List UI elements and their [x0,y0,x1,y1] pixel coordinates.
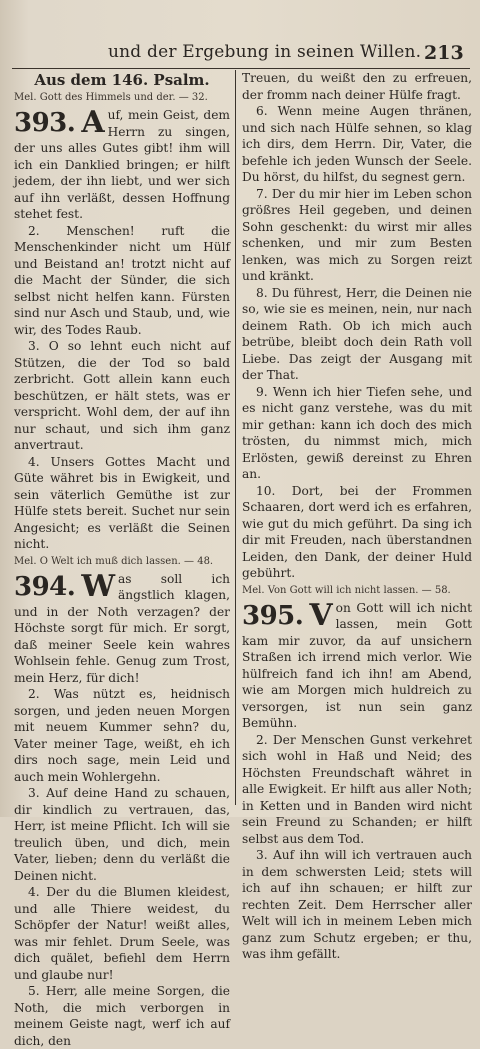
verse: 3. Auf deine Hand zu schauen, dir kindlich zu vertrauen, das, Herr, ist meine Pflicht. Ich will sie treulich üben, und dich, mein Vater, lieben; denn du verläßt die Deinen nicht. [14,785,230,884]
verse: 4. Der du die Blumen kleidest, und alle Thiere weidest, du Schöpfer der Natur! weißt alles, was mir fehlet. Drum Seele, was dich quälet, befiehl dem Herrn und glaube nur! [14,884,230,983]
verse: as soll ich ängstlich klagen, und in der Noth verzagen? der Höchste sorgt für mich. Er sorgt, daß meiner Seele kein wahres Wohlsein fehle. Genug zum Trost, mein Herz, für dich! [14,571,230,687]
verse: 3. Auf ihn will ich vertrauen auch in dem schwersten Leid; stets will ich auf ihn schauen; er hilft zur rechten Zeit. Dem Herrscher aller Welt will ich in meinem Leben mich ganz zum Schutz ergeben; er thu, was ihm gefällt. [242,847,472,963]
verse: 2. Was nützt es, heidnisch sorgen, und jeden neuen Morgen mit neuem Kummer sehn? du, Vater meiner Tage, weißt, eh ich dirs noch sage, mein Leid und auch mein Wohlergehn. [14,686,230,785]
verse: 9. Wenn ich hier Tiefen sehe, und es nicht ganz verstehe, was du mit mir gethan: kann ich doch des mich trösten, du nimmst mich, mich Erlösten, gewiß dereinst zu Ehren an. [242,384,472,483]
right-column [242,70,472,810]
melody-line-393: Mel. Gott des Himmels und der. — 32. [14,91,230,105]
verse: 2. Menschen! ruft die Menschenkinder nicht um Hülf und Beistand an! trotzt nicht auf die Macht der Sünder, die sich selbst nicht helfen kann. Fürsten sind nur Asch und Staub, und, wie wir, des Todes Raub. [14,223,230,339]
page-header [0,42,480,68]
verse: Treuen, du weißt den zu erfreuen, der fromm nach deiner Hülfe fragt. [242,70,472,103]
verse: 10. Dort, bei der Frommen Schaaren, dort werd ich es erfahren, wie gut du mich geführt. Da sing ich dir mit Freuden, nach überstandnen Leiden, den Dank, der deiner Huld gebührt. [242,483,472,582]
drop-initial-393: A [81,108,104,138]
melody-line-395: Mel. Von Gott will ich nicht lassen. — 58. [242,584,472,598]
hymn-394-continued [242,70,472,582]
psalm-heading: Aus dem 146. Psalm. [14,70,230,90]
verse: 4. Unsers Gottes Macht und Güte währet bis in Ewigkeit, und sein väterlich Gemüthe ist zur Hülfe stets bereit. Suchet nur sein Angesicht; es verläßt die Seinen nicht. [14,454,230,553]
header-rule [12,68,470,69]
hymn-394 [14,571,230,1049]
hymn-number-394: 394. [14,572,75,602]
hymn-number-395: 395. [242,601,303,631]
running-title: und der Ergebung in seinen Willen. [108,42,421,62]
page-number: 213 [424,42,464,64]
verse: 8. Du führest, Herr, die Deinen nie so, wie sie es meinen, nein, nur nach deinem Rath. Ob ich mich auch betrübe, bleibt doch dein Rath voll Liebe. Das zeigt der Ausgang mit der That. [242,285,472,384]
verse: 6. Wenn meine Augen thränen, und sich nach Hülfe sehnen, so klag ich dirs, dem Herrn. Dir, Vater, die befehle ich jeden Wunsch der Seele. Du hörst, du hilfst, du segnest gern. [242,103,472,186]
drop-initial-394: W [81,572,115,602]
column-divider [235,70,236,805]
verse: 5. Herr, alle meine Sorgen, die Noth, die mich verborgen in meinem Geiste nagt, werf ich auf dich, den [14,983,230,1049]
verse: 2. Der Menschen Gunst verkehret sich wohl in Haß und Neid; des Höchsten Freundschaft währet in alle Ewigkeit. Er hilft aus aller Noth; in Ketten und in Banden wird nicht sein Freund zu Schanden; er hilft selbst aus dem Tod. [242,732,472,848]
left-column [14,70,230,810]
verse: uf, mein Geist, dem Herrn zu singen, der uns alles Gutes gibt! ihm will ich ein Danklied bringen; er hilft jedem, der ihn liebt, und wer sich auf ihn verläßt, dessen Hoffnung stehet fest. [14,107,230,223]
verse: 3. O so lehnt euch nicht auf Stützen, die der Tod so bald zerbricht. Gott allein kann euch beschützen, er hält stets, was er verspricht. Wohl dem, der auf ihn nur schaut, und sich ihm ganz anvertraut. [14,338,230,454]
hymn-393 [14,107,230,553]
verse: 7. Der du mir hier im Leben schon größres Heil gegeben, und deinen Sohn geschenkt: du wirst mir alles schenken, und mir zum Besten lenken, was mich zu Sorgen reizt und kränkt. [242,186,472,285]
drop-initial-395: V [309,601,332,631]
hymn-number-393: 393. [14,108,75,138]
hymn-395 [242,600,472,963]
verse: on Gott will ich nicht lassen, mein Gott kam mir zuvor, da auf unsichern Straßen ich irrend mich verlor. Wie hülfreich fand ich ihn! am Abend, wie am Morgen mich huldreich zu versorgen, ist nun sein ganz Bemühn. [242,600,472,732]
melody-line-394: Mel. O Welt ich muß dich lassen. — 48. [14,555,230,569]
